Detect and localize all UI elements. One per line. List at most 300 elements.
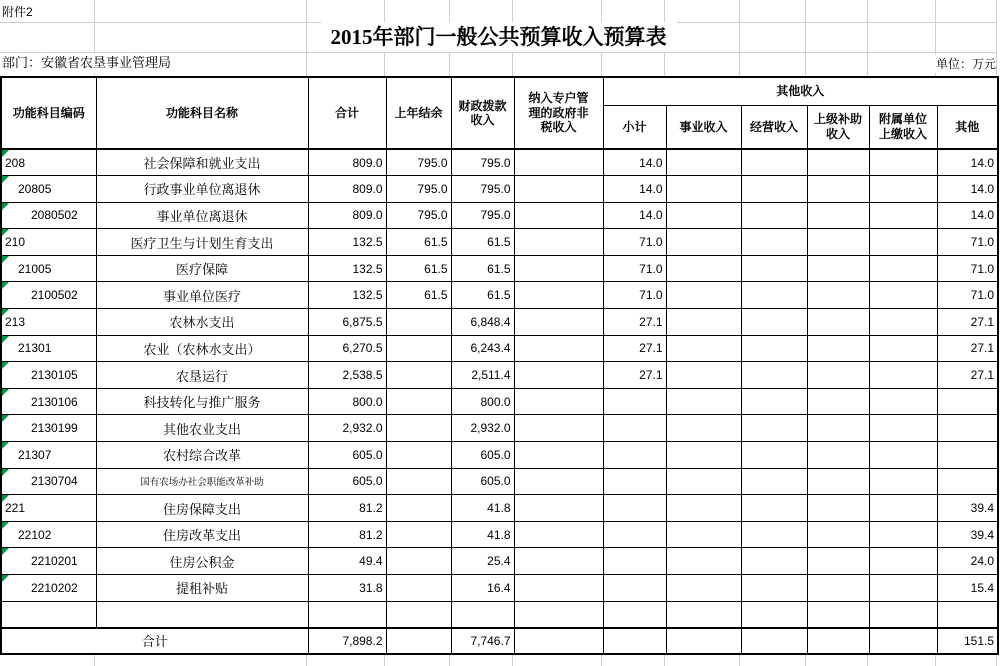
cell-affiliate[interactable]	[869, 601, 937, 628]
cell-other[interactable]: 15.4	[937, 575, 998, 602]
cell-fiscal[interactable]: 2,511.4	[451, 362, 514, 389]
footer-other-cell[interactable]: 151.5	[937, 628, 998, 655]
cell-subtotal[interactable]	[603, 521, 666, 548]
table-row	[1, 468, 998, 495]
cell-code[interactable]: 2210202	[1, 575, 96, 602]
cell-nontax[interactable]	[514, 282, 603, 309]
table-row	[1, 255, 998, 282]
cell-other[interactable]: 14.0	[937, 176, 998, 203]
cell-other[interactable]: 14.0	[937, 202, 998, 229]
cell-fiscal[interactable]: 800.0	[451, 388, 514, 415]
cell-prev[interactable]	[386, 442, 451, 469]
cell-prev[interactable]: 61.5	[386, 255, 451, 282]
cell-subtotal[interactable]	[603, 442, 666, 469]
cell-nontax[interactable]	[514, 309, 603, 336]
cell-fiscal[interactable]: 6,243.4	[451, 335, 514, 362]
cell-affiliate[interactable]	[869, 282, 937, 309]
cell-affiliate[interactable]	[869, 149, 937, 176]
footer-subtotal-cell[interactable]	[603, 628, 666, 655]
cell-fiscal[interactable]	[451, 601, 514, 628]
cell-business[interactable]	[666, 601, 741, 628]
cell-nontax[interactable]	[514, 229, 603, 256]
cell-subtotal[interactable]: 27.1	[603, 335, 666, 362]
cell-business[interactable]	[666, 229, 741, 256]
table-row	[1, 575, 998, 602]
cell-code[interactable]: 22102	[1, 521, 96, 548]
cell-business[interactable]	[666, 176, 741, 203]
cell-business[interactable]	[666, 521, 741, 548]
header-code-label: 功能科目编码	[12, 105, 85, 120]
cell-nontax[interactable]	[514, 335, 603, 362]
error-triangle-icon	[2, 442, 9, 449]
cell-prev[interactable]	[386, 468, 451, 495]
cell-superior[interactable]	[807, 282, 869, 309]
cell-affiliate[interactable]	[869, 388, 937, 415]
table-footer	[1, 628, 998, 655]
cell-nontax[interactable]	[514, 521, 603, 548]
footer-operating-cell[interactable]	[741, 628, 807, 655]
error-triangle-icon	[2, 522, 9, 529]
cell-subtotal[interactable]: 71.0	[603, 255, 666, 282]
error-triangle-icon	[2, 203, 9, 210]
cell-total[interactable]: 809.0	[308, 149, 386, 176]
cell-code[interactable]	[1, 601, 96, 628]
error-triangle-icon	[2, 362, 9, 369]
cell-superior[interactable]	[807, 442, 869, 469]
header-other-cell[interactable]	[937, 105, 998, 149]
header-total-label: 合计	[334, 105, 359, 120]
cell-total[interactable]: 49.4	[308, 548, 386, 575]
cell-affiliate[interactable]	[869, 202, 937, 229]
cell-code[interactable]: 208	[1, 149, 96, 176]
cell-nontax[interactable]	[514, 388, 603, 415]
cell-superior[interactable]	[807, 335, 869, 362]
table-row	[1, 229, 998, 256]
cell-superior[interactable]	[807, 548, 869, 575]
cell-subtotal[interactable]	[603, 575, 666, 602]
cell-affiliate[interactable]	[869, 335, 937, 362]
cell-subtotal[interactable]	[603, 495, 666, 522]
table-row	[1, 495, 998, 522]
cell-name[interactable]: 住房公积金	[96, 548, 308, 575]
cell-affiliate[interactable]	[869, 575, 937, 602]
cell-nontax[interactable]	[514, 442, 603, 469]
header-code-cell[interactable]	[1, 77, 96, 149]
cell-other[interactable]	[937, 601, 998, 628]
header-name-label: 功能科目名称	[165, 105, 238, 120]
cell-name[interactable]: 医疗保障	[96, 255, 308, 282]
error-triangle-icon	[2, 495, 9, 502]
cell-prev[interactable]: 61.5	[386, 229, 451, 256]
header-prev-balance-cell[interactable]	[386, 77, 451, 149]
header-name-cell[interactable]	[96, 77, 308, 149]
cell-affiliate[interactable]	[869, 362, 937, 389]
cell-business[interactable]	[666, 202, 741, 229]
header-total-cell[interactable]	[308, 77, 386, 149]
cell-other[interactable]: 71.0	[937, 229, 998, 256]
header-operating-cell[interactable]	[741, 105, 807, 149]
table-row	[1, 309, 998, 336]
cell-other[interactable]: 27.1	[937, 362, 998, 389]
cell-business[interactable]	[666, 468, 741, 495]
error-triangle-icon	[2, 336, 9, 343]
cell-other[interactable]	[937, 442, 998, 469]
cell-operating[interactable]	[741, 388, 807, 415]
cell-operating[interactable]	[741, 575, 807, 602]
table-row	[1, 149, 998, 176]
cell-fiscal[interactable]: 795.0	[451, 176, 514, 203]
header-row-1	[1, 77, 998, 105]
error-triangle-icon	[2, 415, 9, 422]
cell-total[interactable]: 800.0	[308, 388, 386, 415]
cell-prev[interactable]: 61.5	[386, 282, 451, 309]
cell-business[interactable]	[666, 282, 741, 309]
error-triangle-icon	[2, 309, 9, 316]
cell-superior[interactable]	[807, 149, 869, 176]
cell-code[interactable]: 2130106	[1, 388, 96, 415]
cell-fiscal[interactable]: 41.8	[451, 495, 514, 522]
cell-code[interactable]: 2130105	[1, 362, 96, 389]
page-title: 2015年部门一般公共预算收入预算表	[321, 22, 677, 52]
cell-total[interactable]	[308, 601, 386, 628]
cell-subtotal[interactable]: 14.0	[603, 202, 666, 229]
cell-prev[interactable]	[386, 548, 451, 575]
cell-business[interactable]	[666, 309, 741, 336]
header-superior-cell[interactable]	[807, 105, 869, 149]
cell-operating[interactable]	[741, 282, 807, 309]
header-fiscal-label: 财政拨款收入	[458, 98, 507, 127]
cell-fiscal[interactable]: 6,848.4	[451, 309, 514, 336]
footer-total-cell[interactable]: 7,898.2	[308, 628, 386, 655]
header-other-income-group-label: 其他收入	[776, 84, 825, 99]
cell-other[interactable]	[937, 415, 998, 442]
cell-superior[interactable]	[807, 468, 869, 495]
cell-total[interactable]: 132.5	[308, 282, 386, 309]
table-row	[1, 442, 998, 469]
budget-table-wrapper	[0, 76, 999, 655]
cell-name[interactable]: 住房保障支出	[96, 495, 308, 522]
cell-name[interactable]: 提租补贴	[96, 575, 308, 602]
cell-subtotal[interactable]	[603, 468, 666, 495]
header-business-label: 事业收入	[679, 119, 728, 134]
header-superior-label: 上级补助收入	[813, 112, 862, 141]
error-triangle-icon	[2, 282, 9, 289]
cell-code[interactable]: 2130704	[1, 468, 96, 495]
cell-nontax[interactable]	[514, 415, 603, 442]
cell-fiscal[interactable]: 61.5	[451, 282, 514, 309]
error-triangle-icon	[2, 548, 9, 555]
budget-table	[0, 76, 999, 655]
cell-other[interactable]: 71.0	[937, 282, 998, 309]
footer-row	[1, 628, 998, 655]
cell-nontax[interactable]	[514, 468, 603, 495]
cell-operating[interactable]	[741, 495, 807, 522]
cell-other[interactable]: 27.1	[937, 309, 998, 336]
cell-business[interactable]	[666, 149, 741, 176]
footer-label-cell[interactable]: 合计	[1, 628, 308, 655]
cell-code[interactable]: 213	[1, 309, 96, 336]
header-subtotal-cell[interactable]	[603, 105, 666, 149]
unit-label: 单位：万元	[930, 55, 996, 73]
cell-operating[interactable]	[741, 229, 807, 256]
cell-code[interactable]: 21005	[1, 255, 96, 282]
table-row	[1, 362, 998, 389]
table-header	[1, 77, 998, 149]
cell-total[interactable]: 2,538.5	[308, 362, 386, 389]
cell-business[interactable]	[666, 575, 741, 602]
cell-business[interactable]	[666, 255, 741, 282]
cell-code[interactable]: 2210201	[1, 548, 96, 575]
header-prev-balance-label: 上年结余	[394, 105, 443, 120]
header-other-label: 其他	[955, 119, 980, 134]
cell-prev[interactable]	[386, 362, 451, 389]
cell-business[interactable]	[666, 495, 741, 522]
header-nontax-cell[interactable]	[514, 77, 603, 149]
cell-prev[interactable]	[386, 521, 451, 548]
cell-name[interactable]: 事业单位医疗	[96, 282, 308, 309]
table-row	[1, 202, 998, 229]
cell-code[interactable]: 221	[1, 495, 96, 522]
cell-superior[interactable]	[807, 176, 869, 203]
cell-name[interactable]: 事业单位离退休	[96, 202, 308, 229]
cell-affiliate[interactable]	[869, 415, 937, 442]
cell-total[interactable]: 81.2	[308, 495, 386, 522]
cell-subtotal[interactable]: 27.1	[603, 362, 666, 389]
cell-name[interactable]	[96, 601, 308, 628]
cell-name[interactable]: 农垦运行	[96, 362, 308, 389]
cell-nontax[interactable]	[514, 255, 603, 282]
header-business-cell[interactable]	[666, 105, 741, 149]
cell-other[interactable]	[937, 388, 998, 415]
cell-affiliate[interactable]	[869, 442, 937, 469]
cell-superior[interactable]	[807, 309, 869, 336]
cell-name[interactable]: 社会保障和就业支出	[96, 149, 308, 176]
cell-superior[interactable]	[807, 495, 869, 522]
cell-superior[interactable]	[807, 255, 869, 282]
cell-operating[interactable]	[741, 468, 807, 495]
cell-total[interactable]: 81.2	[308, 521, 386, 548]
table-title-row	[0, 22, 997, 52]
footer-prev-balance-cell[interactable]	[386, 628, 451, 655]
table-body	[1, 149, 998, 628]
department-label: 部门：安徽省农垦事业管理局	[2, 53, 177, 73]
cell-code[interactable]: 20805	[1, 176, 96, 203]
cell-name[interactable]: 科技转化与推广服务	[96, 388, 308, 415]
cell-subtotal[interactable]: 27.1	[603, 309, 666, 336]
cell-name[interactable]: 住房改革支出	[96, 521, 308, 548]
cell-affiliate[interactable]	[869, 495, 937, 522]
cell-affiliate[interactable]	[869, 229, 937, 256]
cell-operating[interactable]	[741, 176, 807, 203]
cell-other[interactable]: 71.0	[937, 255, 998, 282]
cell-prev[interactable]	[386, 335, 451, 362]
cell-code[interactable]: 21307	[1, 442, 96, 469]
cell-affiliate[interactable]	[869, 255, 937, 282]
table-row	[1, 335, 998, 362]
header-subtotal-label: 小计	[622, 119, 647, 134]
footer-business-cell[interactable]	[666, 628, 741, 655]
cell-superior[interactable]	[807, 229, 869, 256]
cell-superior[interactable]	[807, 601, 869, 628]
cell-total[interactable]: 31.8	[308, 575, 386, 602]
footer-superior-cell[interactable]	[807, 628, 869, 655]
cell-superior[interactable]	[807, 388, 869, 415]
table-row	[1, 601, 998, 628]
cell-prev[interactable]: 795.0	[386, 176, 451, 203]
cell-fiscal[interactable]: 41.8	[451, 521, 514, 548]
cell-prev[interactable]	[386, 575, 451, 602]
cell-subtotal[interactable]: 14.0	[603, 176, 666, 203]
table-row	[1, 548, 998, 575]
cell-code[interactable]: 210	[1, 229, 96, 256]
table-row	[1, 415, 998, 442]
cell-subtotal[interactable]	[603, 548, 666, 575]
cell-business[interactable]	[666, 415, 741, 442]
footer-nontax-cell[interactable]	[514, 628, 603, 655]
cell-total[interactable]: 132.5	[308, 229, 386, 256]
cell-subtotal[interactable]: 71.0	[603, 229, 666, 256]
cell-fiscal[interactable]: 2,932.0	[451, 415, 514, 442]
cell-operating[interactable]	[741, 415, 807, 442]
cell-other[interactable]: 39.4	[937, 495, 998, 522]
cell-nontax[interactable]	[514, 601, 603, 628]
cell-fiscal[interactable]: 16.4	[451, 575, 514, 602]
cell-name[interactable]: 农林水支出	[96, 309, 308, 336]
error-triangle-icon	[2, 469, 9, 476]
cell-subtotal[interactable]	[603, 601, 666, 628]
cell-other[interactable]: 14.0	[937, 149, 998, 176]
footer-fiscal-cell[interactable]: 7,746.7	[451, 628, 514, 655]
cell-affiliate[interactable]	[869, 176, 937, 203]
cell-operating[interactable]	[741, 521, 807, 548]
cell-affiliate[interactable]	[869, 309, 937, 336]
cell-fiscal[interactable]: 25.4	[451, 548, 514, 575]
cell-fiscal[interactable]: 61.5	[451, 229, 514, 256]
cell-code[interactable]: 21301	[1, 335, 96, 362]
cell-total[interactable]: 605.0	[308, 468, 386, 495]
cell-nontax[interactable]	[514, 495, 603, 522]
cell-fiscal[interactable]: 605.0	[451, 442, 514, 469]
cell-nontax[interactable]	[514, 575, 603, 602]
header-other-income-group-cell[interactable]	[603, 77, 998, 105]
cell-total[interactable]: 605.0	[308, 442, 386, 469]
cell-fiscal[interactable]: 61.5	[451, 255, 514, 282]
cell-operating[interactable]	[741, 202, 807, 229]
cell-operating[interactable]	[741, 362, 807, 389]
error-triangle-icon	[2, 229, 9, 236]
cell-business[interactable]	[666, 548, 741, 575]
error-triangle-icon	[2, 389, 9, 396]
cell-prev[interactable]	[386, 388, 451, 415]
cell-superior[interactable]	[807, 521, 869, 548]
cell-superior[interactable]	[807, 415, 869, 442]
error-triangle-icon	[2, 256, 9, 263]
attachment-label: 附件2	[2, 3, 37, 20]
cell-total[interactable]: 809.0	[308, 176, 386, 203]
error-triangle-icon	[2, 575, 9, 582]
cell-fiscal[interactable]: 795.0	[451, 149, 514, 176]
cell-business[interactable]	[666, 442, 741, 469]
cell-subtotal[interactable]	[603, 388, 666, 415]
cell-business[interactable]	[666, 362, 741, 389]
cell-business[interactable]	[666, 388, 741, 415]
cell-nontax[interactable]	[514, 176, 603, 203]
footer-affiliate-cell[interactable]	[869, 628, 937, 655]
cell-subtotal[interactable]: 14.0	[603, 149, 666, 176]
cell-operating[interactable]	[741, 601, 807, 628]
cell-superior[interactable]	[807, 575, 869, 602]
cell-business[interactable]	[666, 335, 741, 362]
cell-total[interactable]: 809.0	[308, 202, 386, 229]
cell-prev[interactable]: 795.0	[386, 202, 451, 229]
cell-nontax[interactable]	[514, 202, 603, 229]
cell-operating[interactable]	[741, 548, 807, 575]
table-row	[1, 388, 998, 415]
table-row	[1, 521, 998, 548]
header-affiliate-label: 附属单位上缴收入	[878, 112, 927, 141]
table-row	[1, 176, 998, 203]
cell-prev[interactable]	[386, 601, 451, 628]
cell-name[interactable]: 农村综合改革	[96, 442, 308, 469]
cell-name[interactable]: 行政事业单位离退休	[96, 176, 308, 203]
cell-nontax[interactable]	[514, 362, 603, 389]
error-triangle-icon	[2, 176, 9, 183]
header-operating-label: 经营收入	[749, 119, 798, 134]
table-row	[1, 282, 998, 309]
cell-operating[interactable]	[741, 149, 807, 176]
cell-other[interactable]: 39.4	[937, 521, 998, 548]
cell-prev[interactable]	[386, 309, 451, 336]
cell-other[interactable]: 24.0	[937, 548, 998, 575]
cell-fiscal[interactable]: 795.0	[451, 202, 514, 229]
cell-name[interactable]: 农业（农林水支出）	[96, 335, 308, 362]
cell-subtotal[interactable]: 71.0	[603, 282, 666, 309]
cell-operating[interactable]	[741, 255, 807, 282]
cell-operating[interactable]	[741, 335, 807, 362]
cell-code[interactable]: 2100502	[1, 282, 96, 309]
cell-superior[interactable]	[807, 362, 869, 389]
cell-nontax[interactable]	[514, 149, 603, 176]
cell-prev[interactable]	[386, 495, 451, 522]
cell-operating[interactable]	[741, 442, 807, 469]
cell-name[interactable]: 医疗卫生与计划生育支出	[96, 229, 308, 256]
cell-subtotal[interactable]	[603, 415, 666, 442]
cell-total[interactable]: 2,932.0	[308, 415, 386, 442]
cell-name[interactable]: 其他农业支出	[96, 415, 308, 442]
cell-other[interactable]: 27.1	[937, 335, 998, 362]
cell-nontax[interactable]	[514, 548, 603, 575]
cell-total[interactable]: 6,875.5	[308, 309, 386, 336]
cell-code[interactable]: 2130199	[1, 415, 96, 442]
cell-superior[interactable]	[807, 202, 869, 229]
cell-total[interactable]: 132.5	[308, 255, 386, 282]
cell-total[interactable]: 6,270.5	[308, 335, 386, 362]
cell-affiliate[interactable]	[869, 548, 937, 575]
header-fiscal-cell[interactable]	[451, 77, 514, 149]
cell-operating[interactable]	[741, 309, 807, 336]
cell-affiliate[interactable]	[869, 468, 937, 495]
cell-name[interactable]: 国有农场办社会职能改革补助	[96, 468, 308, 495]
cell-affiliate[interactable]	[869, 521, 937, 548]
header-nontax-label: 纳入专户管理的政府非税收入	[528, 91, 589, 135]
cell-code[interactable]: 2080502	[1, 202, 96, 229]
cell-prev[interactable]: 795.0	[386, 149, 451, 176]
cell-prev[interactable]	[386, 415, 451, 442]
header-affiliate-cell[interactable]	[869, 105, 937, 149]
error-triangle-icon	[2, 150, 9, 157]
cell-other[interactable]	[937, 468, 998, 495]
cell-fiscal[interactable]: 605.0	[451, 468, 514, 495]
